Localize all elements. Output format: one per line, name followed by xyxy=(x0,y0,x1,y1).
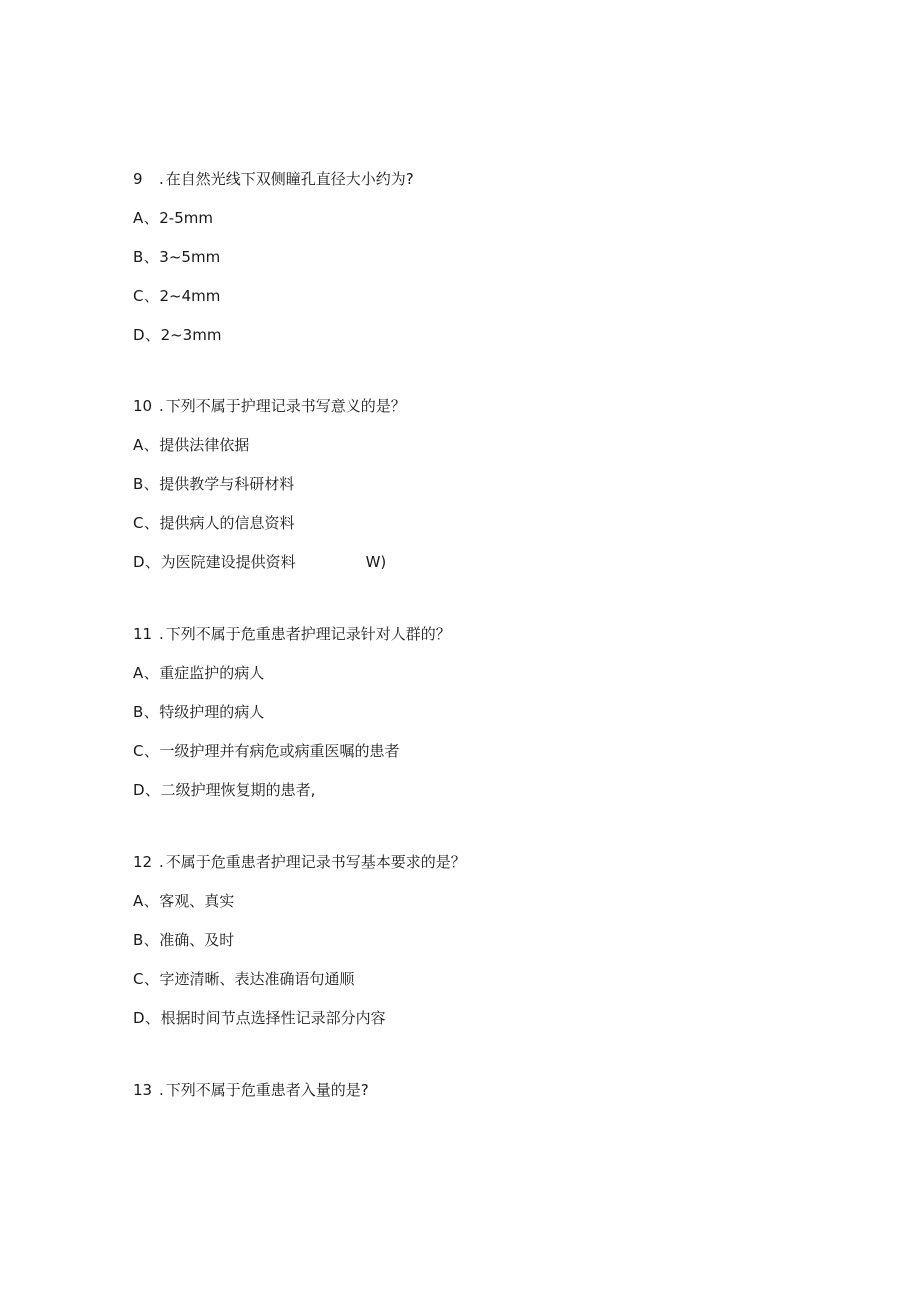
option-letter: A xyxy=(133,436,144,454)
option-letter: C xyxy=(133,970,144,988)
option-separator: 、 xyxy=(143,436,159,454)
question-9 xyxy=(133,169,833,364)
option-separator: 、 xyxy=(143,892,159,910)
option-text: 客观、真实 xyxy=(159,892,235,910)
option-separator: 、 xyxy=(143,248,159,266)
option-letter: C xyxy=(133,287,144,305)
option-text: 3~5mm xyxy=(159,248,221,266)
option-separator: 、 xyxy=(143,703,159,721)
option-letter: B xyxy=(133,248,144,266)
option-separator: 、 xyxy=(145,326,161,344)
option-c xyxy=(133,741,833,780)
question-text: 在自然光线下双侧瞳孔直径大小约为? xyxy=(165,170,414,188)
option-text: 字迹清晰、表达准确语句通顺 xyxy=(159,970,355,988)
option-text: 提供病人的信息资料 xyxy=(159,514,295,532)
option-separator: 、 xyxy=(143,742,159,760)
option-a xyxy=(133,663,833,702)
option-text: 根据时间节点选择性记录部分内容 xyxy=(160,1009,386,1027)
question-10 xyxy=(133,396,833,591)
option-d xyxy=(133,780,833,819)
option-letter: A xyxy=(133,892,144,910)
question-12 xyxy=(133,852,833,1047)
question-text: 下列不属于护理记录书写意义的是？ xyxy=(165,397,406,415)
question-text: 下列不属于危重患者入量的是? xyxy=(165,1081,369,1099)
question-text: 不属于危重患者护理记录书写基本要求的是？ xyxy=(165,853,466,871)
option-b xyxy=(133,474,833,513)
option-letter: C xyxy=(133,514,144,532)
question-number: 11 xyxy=(133,625,153,643)
option-d xyxy=(133,1008,833,1047)
option-c xyxy=(133,513,833,552)
stray-mark: W) xyxy=(365,553,387,571)
option-separator: 、 xyxy=(143,664,159,682)
option-b xyxy=(133,247,833,286)
question-stem xyxy=(133,852,833,891)
option-d xyxy=(133,325,833,364)
question-text: 下列不属于危重患者护理记录针对人群的？ xyxy=(165,625,451,643)
option-letter: D xyxy=(133,326,145,344)
option-text: 重症监护的病人 xyxy=(159,664,265,682)
option-c xyxy=(133,969,833,1008)
question-stem xyxy=(133,169,833,208)
option-d xyxy=(133,552,833,591)
option-letter: B xyxy=(133,931,144,949)
option-b xyxy=(133,930,833,969)
option-text: 一级护理并有病危或病重医嘱的患者 xyxy=(159,742,400,760)
option-letter: A xyxy=(133,209,144,227)
option-separator: 、 xyxy=(145,553,161,571)
question-stem xyxy=(133,396,833,435)
option-text: 2~3mm xyxy=(160,326,222,344)
option-letter: C xyxy=(133,742,144,760)
number-dot: . xyxy=(159,170,164,188)
number-dot: . xyxy=(159,1081,164,1099)
number-dot: . xyxy=(159,397,164,415)
number-dot: . xyxy=(159,625,164,643)
option-a xyxy=(133,435,833,474)
option-separator: 、 xyxy=(143,287,159,305)
option-letter: D xyxy=(133,553,145,571)
option-letter: D xyxy=(133,1009,145,1027)
question-number: 13 xyxy=(133,1081,153,1099)
option-text: 为医院建设提供资料 xyxy=(160,553,296,571)
option-c xyxy=(133,286,833,325)
option-text: 特级护理的病人 xyxy=(159,703,265,721)
option-text: 2~4mm xyxy=(159,287,221,305)
option-separator: 、 xyxy=(143,931,159,949)
option-separator: 、 xyxy=(145,1009,161,1027)
option-text: 2-5mm xyxy=(159,209,213,227)
question-stem xyxy=(133,1080,833,1119)
option-separator: 、 xyxy=(143,514,159,532)
option-text: 二级护理恢复期的患者, xyxy=(160,781,316,799)
question-number: 9 xyxy=(133,170,143,188)
question-11 xyxy=(133,624,833,819)
option-separator: 、 xyxy=(145,781,161,799)
question-number: 10 xyxy=(133,397,153,415)
option-a xyxy=(133,208,833,247)
option-separator: 、 xyxy=(143,209,159,227)
option-letter: B xyxy=(133,703,144,721)
option-text: 提供教学与科研材料 xyxy=(159,475,295,493)
option-text: 提供法律依据 xyxy=(159,436,250,454)
option-letter: B xyxy=(133,475,144,493)
question-number: 12 xyxy=(133,853,153,871)
option-letter: A xyxy=(133,664,144,682)
question-stem xyxy=(133,624,833,663)
option-separator: 、 xyxy=(143,970,159,988)
number-dot: . xyxy=(159,853,164,871)
option-letter: D xyxy=(133,781,145,799)
option-text: 准确、及时 xyxy=(159,931,235,949)
option-b xyxy=(133,702,833,741)
question-13 xyxy=(133,1080,833,1119)
option-separator: 、 xyxy=(143,475,159,493)
option-a xyxy=(133,891,833,930)
